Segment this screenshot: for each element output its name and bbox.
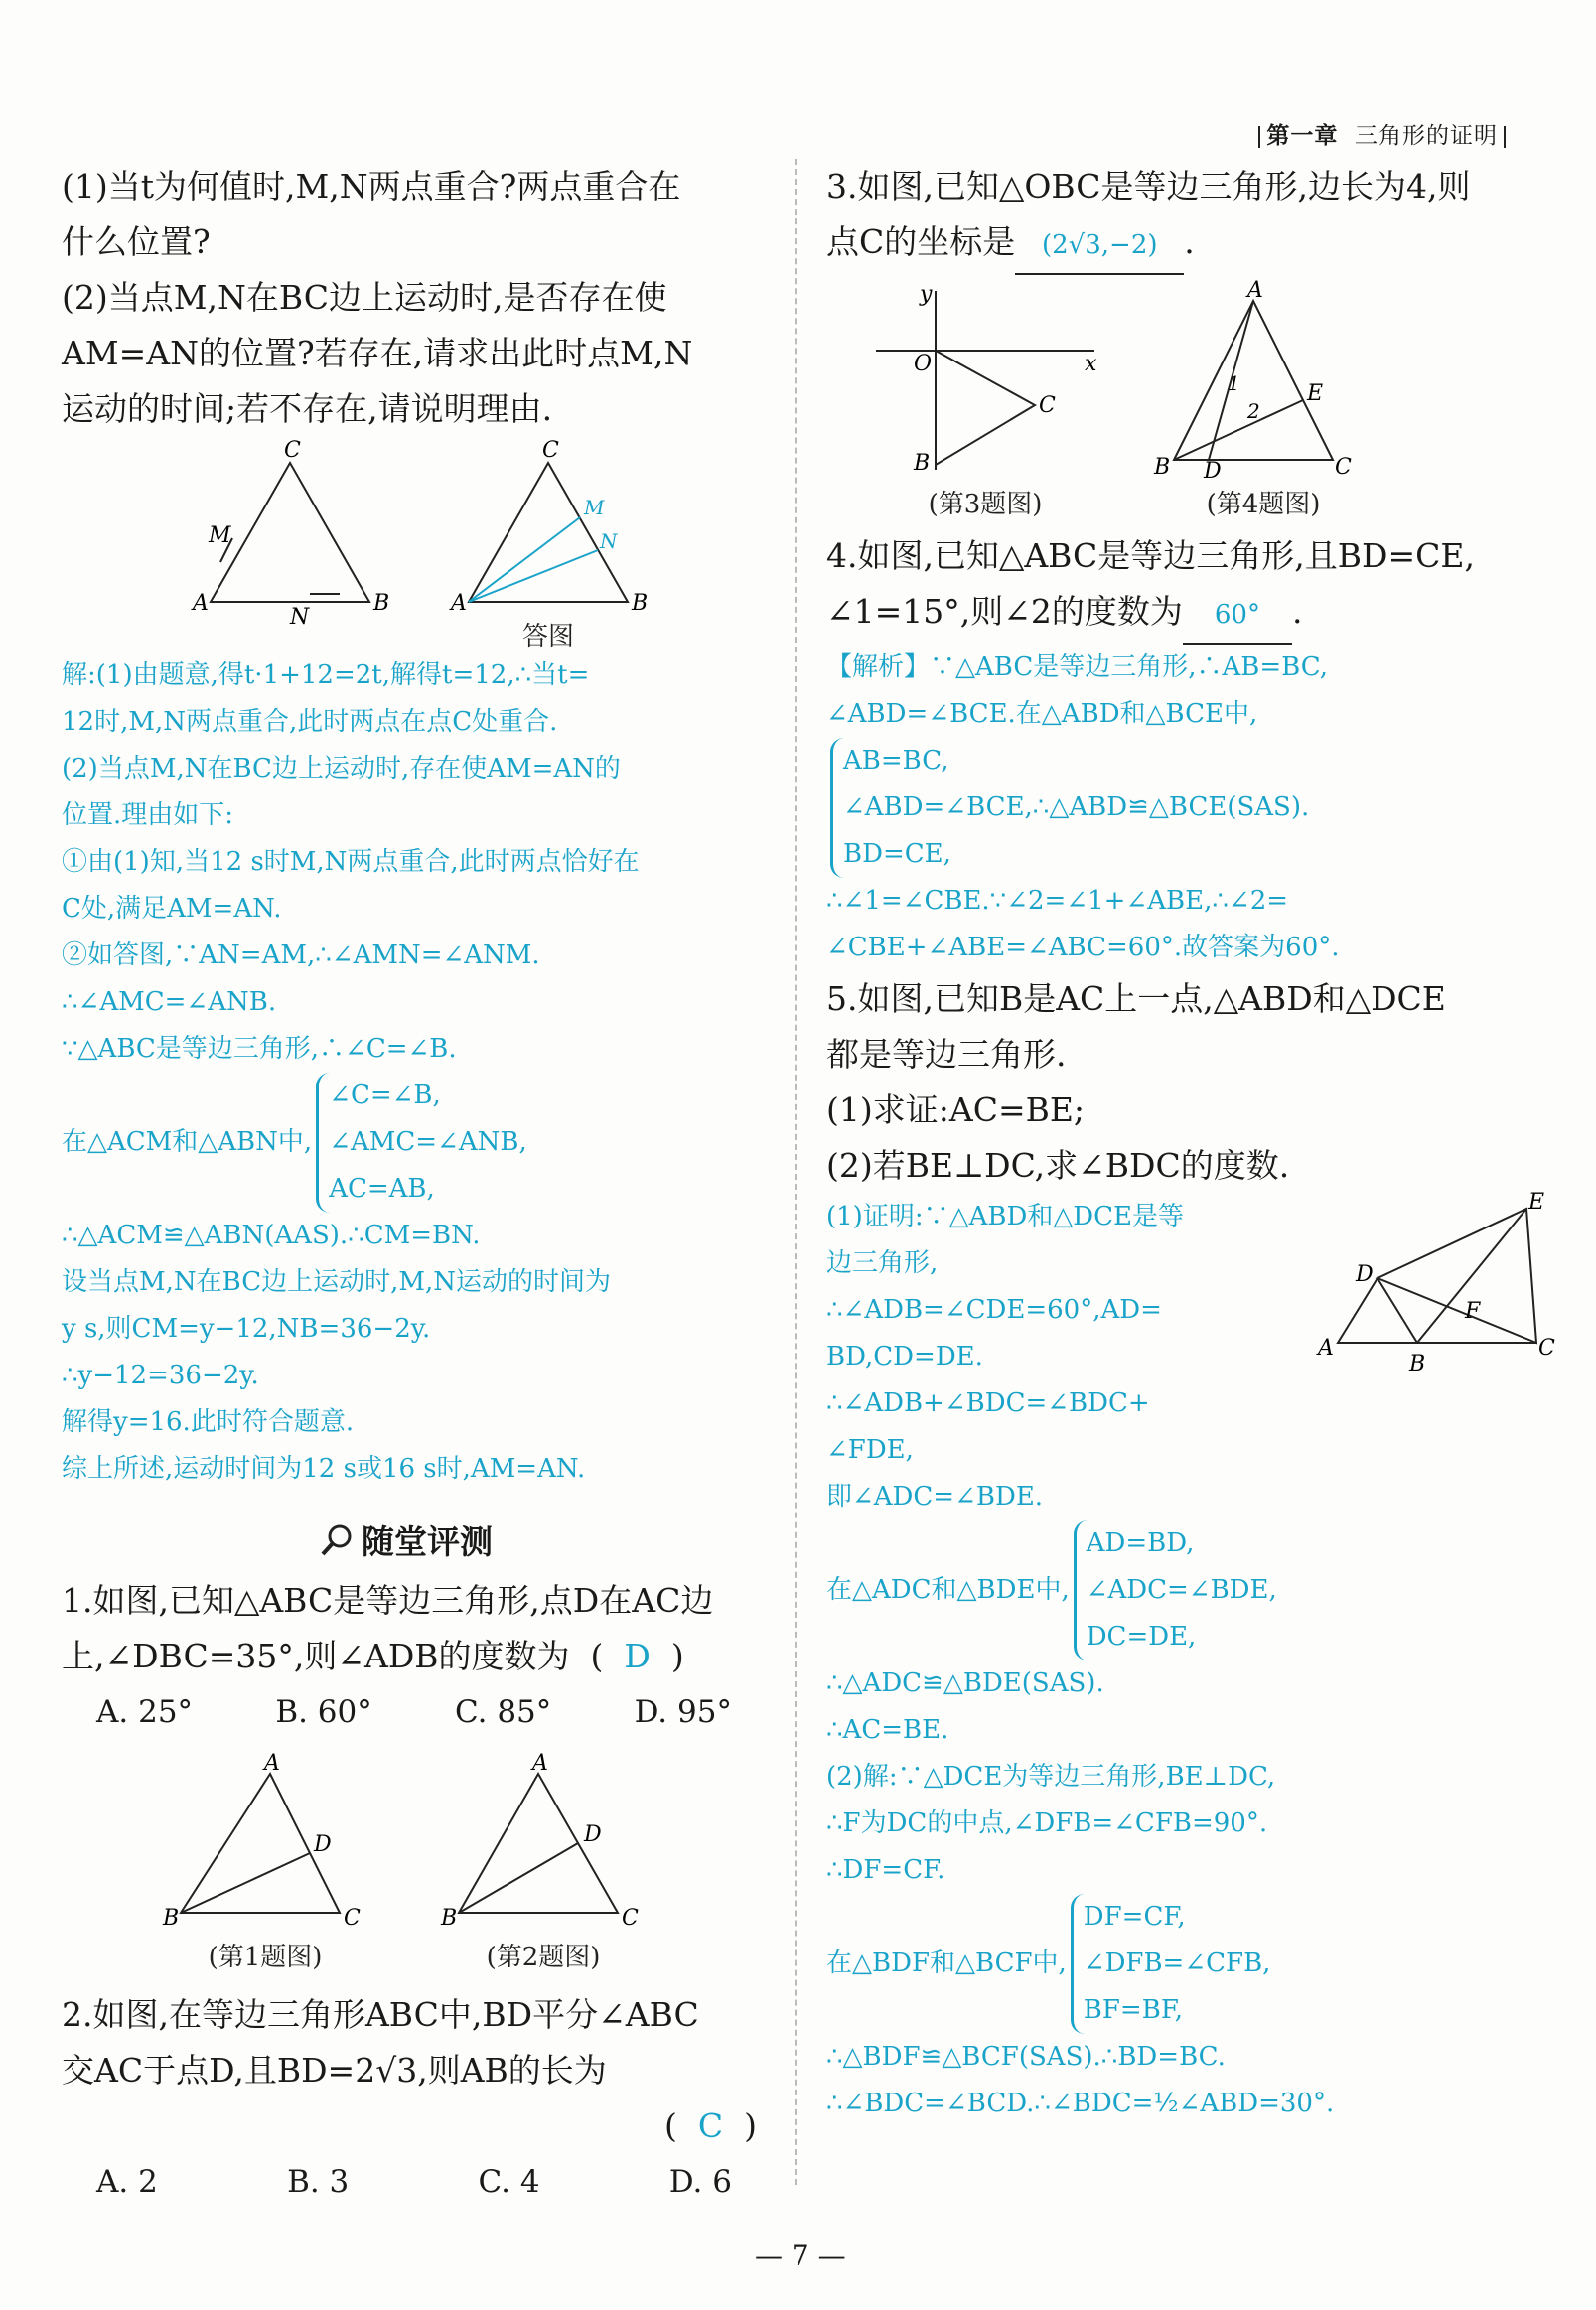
svg-text:E: E: [1307, 381, 1324, 406]
choice-answer: C: [697, 2106, 724, 2145]
question-text: 点C的坐标是 (2√3,−2) .: [826, 215, 1546, 275]
solution-line: ∴y−12=36−2y.: [62, 1361, 259, 1390]
question-text-line: 点C的坐标是: [826, 222, 1016, 261]
left-column: [62, 159, 767, 2210]
solution-line: ∴∠AMC=∠ANB.: [62, 987, 277, 1017]
choice-bracket: ( C ): [664, 2106, 757, 2145]
brace-line: DF=CF,: [1083, 1902, 1186, 1932]
question-text: 3.如图,已知△OBC是等边三角形,边长为4,则: [826, 167, 1471, 206]
svg-text:O: O: [914, 352, 933, 376]
svg-text:A: A: [264, 1751, 280, 1776]
proof-line: BD,CD=DE.: [826, 1342, 983, 1372]
triangle-figure-mn: [191, 438, 390, 630]
question-text: 交AC于点D,且BD=2√3,则AB的长为: [62, 2051, 607, 2090]
svg-text:A: A: [1247, 278, 1263, 303]
solution-line: ②如答图,∵AN=AM,∴∠AMN=∠ANM.: [62, 940, 540, 970]
figure-caption: (第3题图): [928, 490, 1043, 519]
option: D. 6: [668, 2164, 732, 2200]
svg-text:C: C: [1335, 455, 1352, 480]
proof-line: (2)解:∵△DCE为等边三角形,BE⊥DC,: [826, 1762, 1276, 1792]
option: B. 3: [287, 2164, 350, 2200]
svg-text:C: C: [542, 438, 559, 463]
options-row: [96, 1684, 732, 1740]
header-divider: [1504, 126, 1506, 148]
option: A. 25°: [96, 1694, 194, 1730]
brace-prefix: 在△BDF和△BCF中,: [826, 1949, 1067, 1978]
question-text: AM=AN的位置?若存在,请求出此时点M,N: [62, 334, 693, 372]
question-text: 5.如图,已知B是AC上一点,△ABD和△DCE: [826, 979, 1446, 1018]
question-text: 都是等边三角形.: [826, 1035, 1067, 1074]
svg-text:B: B: [163, 1906, 180, 1931]
brace-line: AD=BD,: [1086, 1528, 1195, 1558]
svg-text:F: F: [1465, 1299, 1481, 1324]
proof-line: ∴△BDF≌△BCF(SAS).∴BD=BC.: [826, 2042, 1226, 2072]
svg-text:C: C: [1039, 393, 1056, 418]
right-column: [826, 159, 1555, 2127]
chapter-topic: 三角形的证明: [1355, 123, 1498, 149]
svg-text:E: E: [1528, 1190, 1545, 1215]
analysis-line: ∠CBE+∠ABE=∠ABC=60°.故答案为60°.: [826, 933, 1340, 962]
svg-text:A: A: [451, 591, 467, 616]
brace-line: AB=BC,: [843, 746, 949, 776]
question-text: (1)当t为何值时,M,N两点重合?两点重合在: [62, 167, 681, 206]
svg-text:C: C: [622, 1906, 639, 1931]
choice-answer: D: [624, 1637, 651, 1675]
triangle-figure-q2: [439, 1751, 648, 1933]
section-title: [320, 1516, 767, 1563]
brace-line: ∠C=∠B,: [329, 1081, 441, 1110]
proof-line: (1)证明:∵△ABD和△DCE是等: [826, 1202, 1185, 1231]
solution-line: 综上所述,运动时间为12 s或16 s时,AM=AN.: [62, 1454, 586, 1484]
figure-caption: 答图: [521, 622, 574, 651]
magnifier-icon: [320, 1523, 354, 1557]
solution-line: ①由(1)知,当12 s时M,N两点重合,此时两点恰好在: [62, 847, 640, 877]
svg-text:1: 1: [1228, 371, 1240, 395]
svg-text:B: B: [373, 591, 390, 616]
svg-text:D: D: [1204, 459, 1222, 484]
svg-text:2: 2: [1247, 399, 1260, 423]
question-text: 1.如图,已知△ABC是等边三角形,点D在AC边: [62, 1581, 714, 1620]
question-text: 什么位置?: [62, 222, 211, 261]
brace-line: DC=DE,: [1086, 1622, 1197, 1652]
figure-3: [866, 281, 1104, 520]
svg-text:D: D: [1356, 1262, 1374, 1287]
option: A. 2: [96, 2164, 158, 2200]
proof-brace: [826, 738, 1546, 878]
question-text-line: ∠1=15°,则∠2的度数为: [826, 592, 1183, 631]
brace-line: BD=CE,: [843, 839, 951, 869]
brace-line: BF=BF,: [1083, 1995, 1184, 2025]
proof-line: ∴AC=BE.: [826, 1715, 949, 1745]
svg-text:B: B: [1409, 1352, 1426, 1376]
proof-line: ∴∠ADB=∠CDE=60°,AD=: [826, 1295, 1162, 1325]
svg-text:D: D: [584, 1822, 602, 1847]
option: C. 4: [478, 2164, 540, 2200]
solution-line: 解:(1)由题意,得t·1+12=2t,解得t=12,∴当t=: [62, 660, 590, 690]
solution-line: 解得y=16.此时符合题意.: [62, 1407, 355, 1437]
figure-caption: (第2题图): [486, 1943, 601, 1972]
svg-text:C: C: [1538, 1336, 1555, 1361]
coordinate-figure-q3: [866, 281, 1104, 480]
triangle-figure-answer: [449, 438, 649, 616]
figure-caption: (第1题图): [208, 1943, 323, 1972]
proof-line: ∴∠BDC=∠BCD.∴∠BDC=½∠ABD=30°.: [826, 2089, 1335, 2118]
analysis-line: 【解析】∵△ABC是等边三角形,∴AB=BC,: [826, 652, 1329, 682]
figure-row: [161, 1751, 767, 1973]
figure-row: [191, 438, 767, 652]
page-header: [1252, 117, 1512, 150]
svg-text:x: x: [1085, 352, 1097, 376]
proof-line: 即∠ADC=∠BDE.: [826, 1482, 1044, 1512]
solution-line: 设当点M,N在BC边上运动时,M,N运动的时间为: [62, 1267, 612, 1297]
brace-line: ∠ABD=∠BCE,∴△ABD≌△BCE(SAS).: [843, 793, 1310, 822]
figure-caption: (第4题图): [1206, 490, 1321, 519]
proof-line: ∴△ADC≌△BDE(SAS).: [826, 1668, 1104, 1698]
proof-brace: [826, 1894, 1546, 2034]
figure-row: [866, 278, 1546, 520]
solution-line: (2)当点M,N在BC边上运动时,存在使AM=AN的: [62, 754, 621, 784]
solution-line: y s,则CM=y−12,NB=36−2y.: [62, 1314, 431, 1344]
brace-line: ∠ADC=∠BDE,: [1086, 1575, 1277, 1605]
figure-4: [1154, 278, 1373, 520]
brace-prefix: 在△ACM和△ABN中,: [62, 1127, 313, 1157]
svg-text:A: A: [1318, 1336, 1334, 1361]
brace-line: AC=AB,: [329, 1174, 435, 1204]
options-row: [96, 2154, 732, 2210]
question-text: 4.如图,已知△ABC是等边三角形,且BD=CE,: [826, 536, 1475, 575]
proof-line: ∴DF=CF.: [826, 1855, 945, 1885]
question-text: (2)当点M,N在BC边上运动时,是否存在使: [62, 278, 667, 317]
fill-blank-answer: (2√3,−2): [1015, 217, 1184, 275]
svg-text:B: B: [914, 451, 931, 476]
proof-brace: [826, 1520, 1546, 1660]
section-title-text: 随堂评测: [362, 1522, 493, 1561]
svg-text:D: D: [314, 1832, 332, 1857]
triangle-figure-q1: [161, 1751, 369, 1933]
q5-proof-with-figure: [826, 1190, 1555, 1520]
proof-brace: [62, 1073, 767, 1213]
figure-2: [439, 1751, 648, 1973]
question-text: (2)若BE⊥DC,求∠BDC的度数.: [826, 1146, 1290, 1185]
question-text: 2.如图,在等边三角形ABC中,BD平分∠ABC: [62, 1995, 699, 2034]
svg-text:M: M: [209, 523, 231, 548]
column-divider: [795, 159, 797, 2185]
answer-figure: [449, 438, 649, 652]
svg-text:C: C: [284, 438, 301, 463]
option: D. 95°: [634, 1694, 732, 1730]
svg-text:M: M: [584, 496, 605, 519]
solution-line: C处,满足AM=AN.: [62, 894, 282, 924]
header-divider: [1258, 126, 1260, 148]
triangle-figure-q4: [1154, 278, 1373, 484]
question-text: 上,∠DBC=35°,则∠ADB的度数为 ( D ): [62, 1637, 684, 1675]
fill-blank-answer: 60°: [1183, 587, 1292, 645]
solution-line: 位置.理由如下:: [62, 800, 234, 830]
question-text: 运动的时间;若不存在,请说明理由.: [62, 389, 553, 428]
proof-line: ∠FDE,: [826, 1435, 914, 1465]
option: C. 85°: [455, 1694, 552, 1730]
solution-line: 12时,M,N两点重合,此时两点在点C处重合.: [62, 707, 558, 737]
solution-line: ∵△ABC是等边三角形,∴∠C=∠B.: [62, 1034, 457, 1064]
svg-text:B: B: [1154, 455, 1171, 480]
svg-text:N: N: [600, 529, 618, 553]
brace-prefix: 在△ADC和△BDE中,: [826, 1575, 1070, 1605]
brace-line: ∠DFB=∠CFB,: [1083, 1949, 1271, 1978]
triangle-figure-q5: [1318, 1190, 1555, 1392]
question-text: ∠1=15°,则∠2的度数为 60° .: [826, 584, 1546, 645]
svg-text:C: C: [344, 1906, 361, 1931]
figure-1: [161, 1751, 369, 1973]
svg-text:N: N: [290, 605, 310, 630]
svg-text:y: y: [920, 282, 933, 307]
analysis-line: ∴∠1=∠CBE.∵∠2=∠1+∠ABE,∴∠2=: [826, 886, 1289, 916]
question-text: (1)求证:AC=BE;: [826, 1090, 1086, 1129]
svg-text:A: A: [193, 591, 209, 616]
brace-line: ∠AMC=∠ANB,: [329, 1127, 527, 1157]
question-text-line: 上,∠DBC=35°,则∠ADB的度数为: [62, 1637, 570, 1675]
page-number: — 7 —: [755, 2239, 846, 2272]
solution-line: ∴△ACM≌△ABN(AAS).∴CM=BN.: [62, 1221, 481, 1250]
option: B. 60°: [275, 1694, 372, 1730]
svg-text:A: A: [532, 1751, 548, 1776]
proof-line: 边三角形,: [826, 1248, 939, 1278]
proof-line: ∴∠ADB+∠BDC=∠BDC+: [826, 1388, 1150, 1418]
analysis-line: ∠ABD=∠BCE.在△ABD和△BCE中,: [826, 699, 1258, 729]
proof-line: ∴F为DC的中点,∠DFB=∠CFB=90°.: [826, 1808, 1268, 1838]
svg-text:B: B: [632, 591, 649, 616]
chapter-label: 第一章: [1266, 122, 1339, 149]
svg-text:B: B: [441, 1906, 458, 1931]
